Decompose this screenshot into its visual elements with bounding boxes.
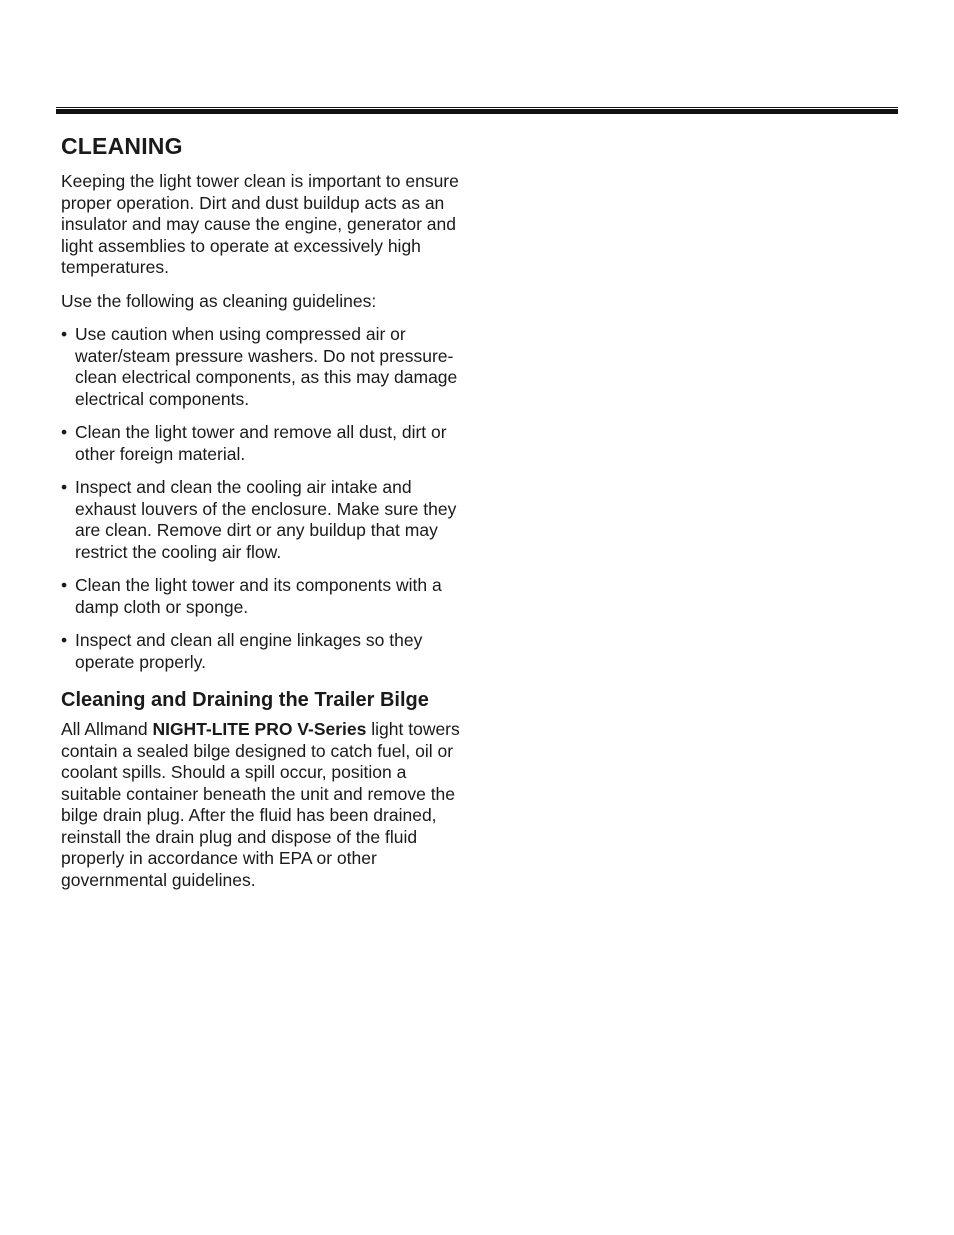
bullet-icon: • (61, 422, 68, 442)
bullet-icon: • (61, 477, 68, 497)
list-item-text: Clean the light tower and its components with a damp cloth or sponge. (75, 575, 442, 617)
list-item (61, 575, 471, 618)
bilge-text-after: light towers contain a sealed bilge designed to catch fuel, oil or coolant spills. Should a spill occur, position a suitable container beneath the unit and remove the bilge drain plug. After the fluid has been drained, reinstall the drain plug and dispose of the fluid properly in accordance with EPA or other governmental guidelines. (61, 719, 460, 890)
section-title: CLEANING (61, 133, 183, 159)
header-rule (56, 109, 898, 114)
list-item-text: Clean the light tower and remove all dust, dirt or other foreign material. (75, 422, 447, 464)
bullet-icon: • (61, 324, 68, 344)
bullet-icon: • (61, 630, 68, 650)
content-column (61, 133, 471, 903)
bilge-text-before: All Allmand (61, 719, 153, 739)
bullet-icon: • (61, 575, 68, 595)
list-item (61, 324, 471, 410)
product-name: NIGHT-LITE PRO V-Series (152, 719, 367, 739)
list-item (61, 477, 471, 563)
subsection-title: Cleaning and Draining the Trailer Bilge (61, 689, 429, 711)
guidelines-lead: Use the following as cleaning guidelines: (61, 290, 377, 311)
list-item-text: Use caution when using compressed air or water/steam pressure washers. Do not pressure-clean electrical components, as this may damage electrical components. (75, 324, 458, 409)
intro-paragraph: Keeping the light tower clean is important to ensure proper operation. Dirt and dust buildup acts as an insulator and may cause the engine, generator and light assemblies to operate at excessively high temperatures. (61, 171, 459, 277)
guidelines-list (61, 324, 471, 673)
list-item-text: Inspect and clean all engine linkages so they operate properly. (75, 630, 423, 672)
list-item (61, 630, 471, 673)
list-item-text: Inspect and clean the cooling air intake and exhaust louvers of the enclosure. Make sure they are clean. Remove dirt or any buildup that may restrict the cooling air flow. (75, 477, 457, 562)
list-item (61, 422, 471, 465)
header-rule-thin (56, 107, 898, 108)
bilge-paragraph (61, 719, 471, 891)
